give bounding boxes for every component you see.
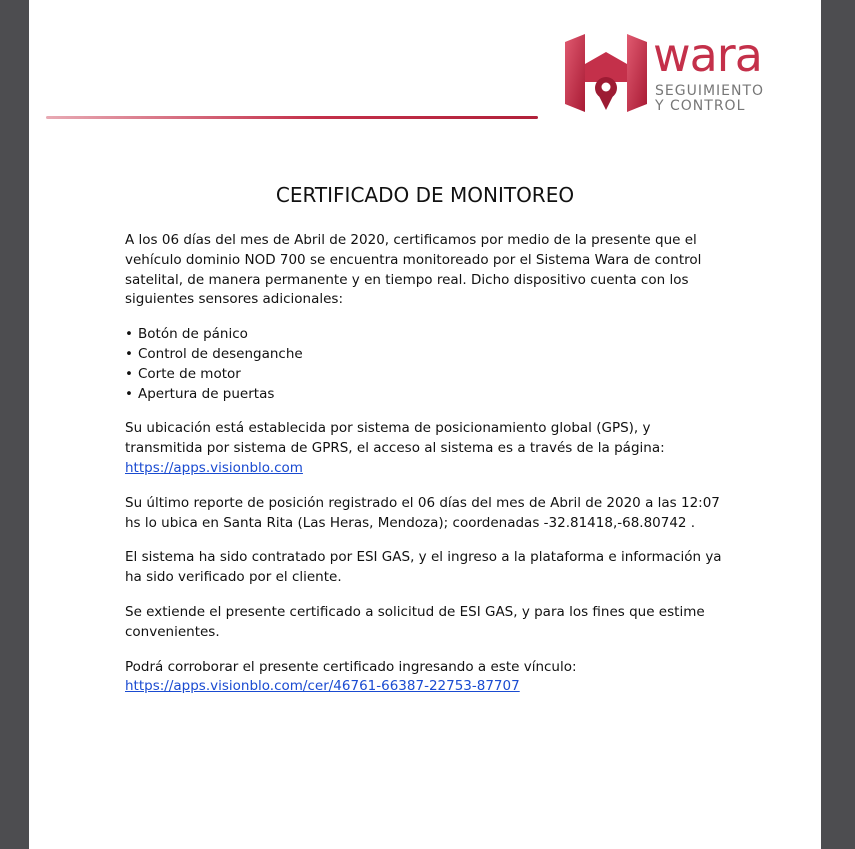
brand-tagline-line2: Y CONTROL [655,98,746,114]
document-page [29,0,821,849]
sensor-list [125,325,731,404]
platform-link[interactable]: https://apps.visionblo.com [125,459,303,476]
list-item: • Apertura de puertas [138,385,731,405]
brand-name: wara [653,28,762,82]
contract-paragraph: El sistema ha sido contratado por ESI GAS, y el ingreso a la plataforma e información ya ha sido verificado por el cliente. [125,549,722,586]
purpose-paragraph: Se extiende el presente certificado a solicitud de ESI GAS, y para los fines que estime convenientes. [125,603,705,640]
brand-tagline [655,84,764,114]
intro-paragraph: A los 06 días del mes de Abril de 2020, certificamos por medio de la presente que el vehículo dominio NOD 700 se encuentra monitoreado por el Sistema Wara de control satelital, de manera permanente y en tiempo real. Dicho dispositivo cuenta con los siguientes sensores adicionales: [125,232,702,308]
list-item: • Botón de pánico [138,325,731,345]
wara-logo [561,26,791,126]
wara-logo-mark [561,30,651,120]
header-rule [46,116,538,119]
page-title: CERTIFICADO DE MONITOREO [275,183,575,207]
list-item: • Corte de motor [138,365,731,385]
location-paragraph [125,419,731,478]
location-text: Su ubicación está establecida por sistema de posicionamiento global (GPS), y transmitida por sistema de GPRS, el acceso al sistema es a través de la página: [125,420,665,457]
last-report-paragraph: Su último reporte de posición registrado el 06 días del mes de Abril de 2020 a las 12:07 hs lo ubica en Santa Rita (Las Heras, Mendoza); coordenadas -32.81418,-68.80742 . [125,494,720,531]
certificate-body [125,231,731,712]
verify-text: Podrá corroborar el presente certificado ingresando a este vínculo: [125,658,577,675]
brand-tagline-line1: SEGUIMIENTO [655,83,765,99]
verify-paragraph [125,658,731,698]
verify-link[interactable]: https://apps.visionblo.com/cer/46761-66387-22753-87707 [125,678,520,695]
list-item: • Control de desenganche [138,345,731,365]
